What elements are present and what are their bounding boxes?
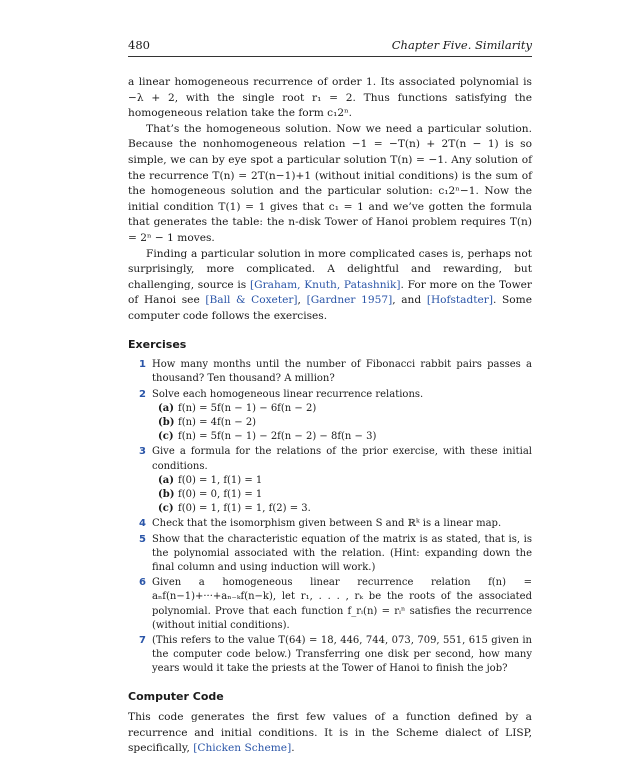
sub-label: (c) [158, 503, 174, 515]
exercise-text: Given a homogeneous linear recurrence relation f(n) = aₙf(n−1)+···+aₙ₋ₖf(n−k), let r₁, . . . , rₖ be the roots of the associated polynomial. Prove that each function f_rᵢ(n) = rᵢⁿ satisfies the recurrence (without initial conditions). [152, 577, 532, 631]
exercise-number[interactable]: 5 [139, 533, 146, 545]
citation-ball-coxeter[interactable]: [Ball & Coxeter] [205, 294, 298, 307]
exercise-list [128, 358, 532, 676]
citation-chicken-scheme[interactable]: [Chicken Scheme] [193, 742, 292, 755]
exercise-item [128, 533, 532, 576]
sub-exercise [158, 416, 532, 430]
paragraph-3-sep-2: , and [392, 294, 427, 307]
computer-code-heading: Computer Code [128, 689, 224, 703]
sub-text: f(n) = 5f(n − 1) − 6f(n − 2) [178, 402, 317, 414]
sub-exercise [158, 474, 532, 488]
sub-text: f(n) = 5f(n − 1) − 2f(n − 2) − 8f(n − 3) [178, 431, 377, 443]
citation-hofstadter[interactable]: [Hofstadter] [426, 294, 493, 307]
exercise-number[interactable]: 7 [139, 634, 146, 646]
sub-label: (b) [158, 416, 175, 428]
exercise-number[interactable]: 2 [139, 388, 146, 400]
exercise-item [128, 634, 532, 677]
exercise-number[interactable]: 3 [139, 446, 146, 458]
paragraph-3-text-c: . Some computer code follows the exercises. [128, 294, 532, 322]
exercise-text: How many months until the number of Fibonacci rabbit pairs passes a thousand? Ten thousand? A million? [152, 359, 532, 385]
paragraph-3-sep-1: , [297, 294, 307, 307]
sub-exercise-list [158, 402, 532, 445]
running-header [128, 38, 532, 57]
exercise-text: (This refers to the value T(64) = 18, 446, 744, 073, 709, 551, 615 given in the computer code below.) Transferring one disk per second, how many years would it take the priests at the Tower of Hanoi to finish the job? [152, 634, 532, 675]
paragraph-3-text-a: Finding a particular solution in more complicated cases is, perhaps not surprisingly, more complicated. A delightful and rewarding, but challenging, source is [128, 247, 532, 291]
paragraph-3 [128, 247, 532, 325]
sub-exercise [158, 402, 532, 416]
citation-gardner-1957[interactable]: [Gardner 1957] [306, 294, 393, 307]
exercise-item [128, 358, 532, 386]
citation-graham-knuth-patashnik[interactable]: [Graham, Knuth, Patashnik] [249, 278, 401, 291]
exercise-item [128, 445, 532, 516]
exercises-heading: Exercises [128, 337, 187, 351]
sub-text: f(n) = 4f(n − 2) [178, 416, 257, 428]
sub-label: (a) [158, 402, 174, 414]
exercise-text: Solve each homogeneous linear recurrence relations. [152, 388, 424, 400]
computer-code-paragraph [128, 710, 532, 757]
chapter-title: Chapter Five. Similarity [391, 38, 532, 52]
sub-exercise-list [158, 474, 532, 517]
page [128, 38, 532, 757]
sub-label: (c) [158, 431, 174, 443]
sub-exercise [158, 430, 532, 444]
code-paragraph-text: This code generates the first few values of a function defined by a recurrence and initial conditions. It is in the Scheme dialect of LISP, specifically, [128, 711, 532, 755]
sub-label: (b) [158, 488, 175, 500]
exercise-number[interactable]: 4 [139, 518, 146, 530]
exercise-number[interactable]: 1 [139, 359, 146, 371]
paragraph-2: That’s the homogeneous solution. Now we need a particular solution. Because the nonhomogeneous relation −1 = −T(n) + 2T(n − 1) is so simple, we can by eye spot a particular solution T(n) = −1. Any solution of the recurrence T(n) = 2T(n−1)+1 (without initial conditions) is the sum of the homogeneous solution and the particular solution: c₁2ⁿ−1. Now the initial condition T(1) = 1 gives that c₁ = 1 and we’ve gotten the formula that generates the table: the n-disk Tower of Hanoi problem requires T(n) = 2ⁿ − 1 moves. [128, 122, 532, 244]
main-text [128, 75, 532, 757]
exercise-text: Show that the characteristic equation of the matrix is as stated, that is, is the polynomial associated with the relation. (Hint: expanding down the final column and using induction will work.) [152, 533, 532, 573]
exercise-text: Check that the isomorphism given between S and ℝᵏ is a linear map. [152, 518, 502, 530]
sub-text: f(0) = 1, f(1) = 1, f(2) = 3. [178, 503, 311, 515]
exercise-item [128, 388, 532, 445]
exercise-text: Give a formula for the relations of the prior exercise, with these initial conditions. [152, 446, 532, 472]
page-number: 480 [128, 38, 150, 52]
paragraph-1: a linear homogeneous recurrence of order 1. Its associated polynomial is −λ + 2, with the single root r₁ = 2. Thus functions satisfying the homogeneous relation take the form c₁2ⁿ. [128, 76, 532, 120]
sub-label: (a) [158, 474, 174, 486]
code-paragraph-end: . [291, 742, 295, 755]
exercise-item [128, 576, 532, 633]
sub-text: f(0) = 1, f(1) = 1 [178, 474, 263, 486]
paragraph-3-text-b: . For more on the Tower of Hanoi see [128, 278, 532, 307]
exercise-number[interactable]: 6 [139, 577, 146, 589]
sub-exercise [158, 502, 532, 516]
sub-exercise [158, 488, 532, 502]
sub-text: f(0) = 0, f(1) = 1 [178, 488, 263, 500]
exercise-item [128, 517, 532, 531]
